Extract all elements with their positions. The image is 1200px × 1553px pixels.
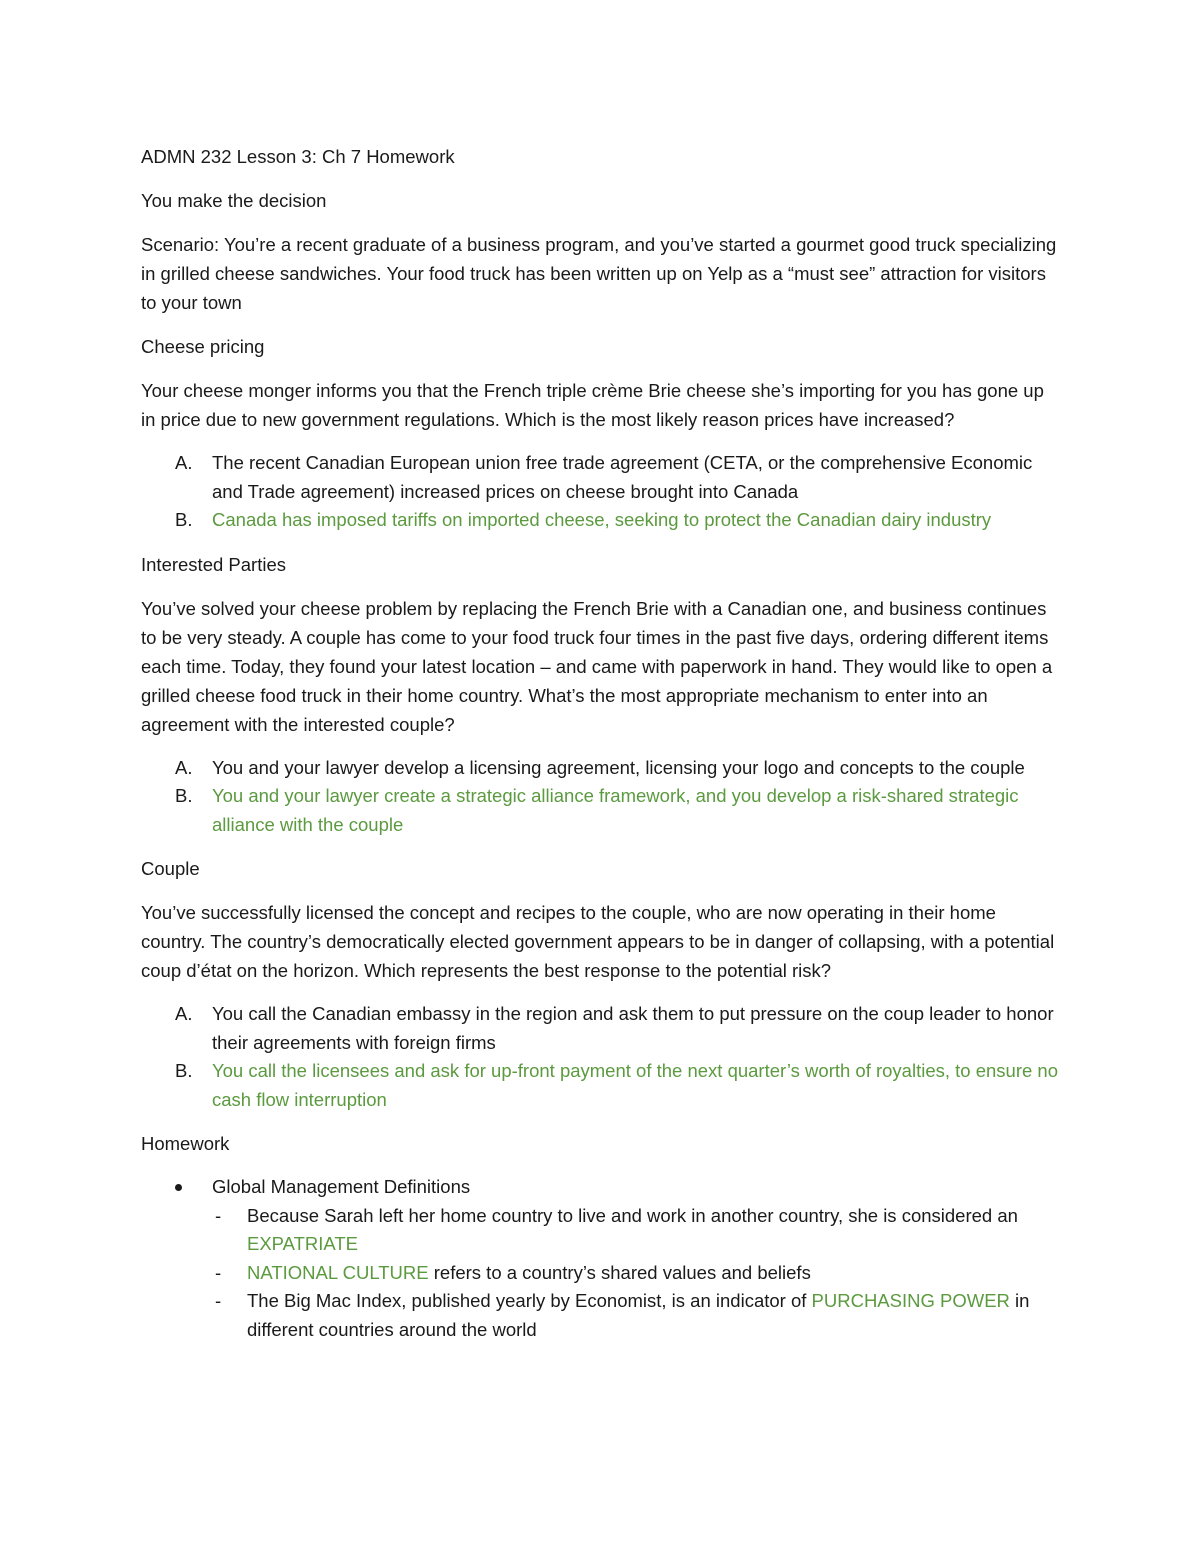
option-letter: B. [175,1060,193,1081]
definition-answer: EXPATRIATE [247,1233,359,1254]
options-interested-parties [141,754,1061,840]
option-b [141,782,1061,839]
option-text: You call the Canadian embassy in the region and ask them to put pressure on the coup leader to honor their agreements with foreign firms [212,1003,1054,1053]
option-text: The recent Canadian European union free trade agreement (CETA, or the comprehensive Economic and Trade agreement) increased prices on cheese brought into Canada [212,452,1033,502]
option-text-answer: You and your lawyer create a strategic alliance framework, and you develop a risk-shared strategic alliance with the couple [212,785,1019,835]
document-body [141,142,1061,1344]
option-text-answer: You call the licensees and ask for up-front payment of the next quarter’s worth of royalties, to ensure no cash flow interruption [212,1060,1059,1110]
question-cheese-pricing: Your cheese monger informs you that the French triple crème Brie cheese she’s importing for you has gone up in price due to new government regulations. Which is the most likely reason prices have increased? [141,380,1044,430]
document-subtitle: You make the decision [141,190,327,211]
question-couple: You’ve successfully licensed the concept and recipes to the couple, who are now operating in their home country. The country’s democratically elected government appears to be in danger of collapsing, with a potential coup d’état on the horizon. Which represents the best response to the potential risk? [141,902,1055,981]
option-text-answer: Canada has imposed tariffs on imported cheese, seeking to protect the Canadian dairy industry [212,509,992,530]
option-letter: B. [175,785,193,806]
section-heading-interested-parties: Interested Parties [141,553,286,575]
option-text: You and your lawyer develop a licensing agreement, licensing your logo and concepts to the couple [212,756,1025,778]
definition-text-before: The Big Mac Index, published yearly by Economist, is an indicator of [247,1290,812,1311]
definition-text-after: refers to a country’s shared values and beliefs [428,1261,811,1283]
bullet-dot-icon [175,1184,182,1191]
option-a [141,449,1061,506]
option-letter: A. [175,756,193,778]
option-letter: A. [175,452,193,473]
option-b [141,506,1061,535]
options-cheese-pricing [141,449,1061,535]
question-interested-parties: You’ve solved your cheese problem by replacing the French Brie with a Canadian one, and business continues to be very steady. A couple has come to your food truck four times in the past five days, ordering different items each time. Today, they found your latest location – and came with paperwork in hand. They would like to open a grilled cheese food truck in their home country. What’s the most appropriate mechanism to enter into an agreement with the interested couple? [141,597,1053,735]
definition-text-before: Because Sarah left her home country to live and work in another country, she is considered an [247,1204,1018,1226]
section-heading-cheese-pricing: Cheese pricing [141,336,265,357]
dash-marker: - [215,1290,222,1311]
options-couple [141,1000,1061,1114]
definition-item [141,1259,1061,1288]
option-a [141,1000,1061,1057]
option-letter: B. [175,509,193,530]
section-heading-couple: Couple [141,858,200,879]
definition-answer: PURCHASING POWER [811,1290,1010,1311]
definition-text-after: in different countries around the world [247,1290,1030,1340]
definition-item [141,1287,1061,1344]
section-heading-homework: Homework [141,1133,230,1154]
option-a [141,754,1061,783]
homework-list [141,1173,1061,1344]
dash-marker: - [215,1204,222,1226]
bullet-text: Global Management Definitions [212,1176,471,1197]
document-title: ADMN 232 Lesson 3: Ch 7 Homework [141,146,455,167]
bullet-item [141,1173,1061,1202]
option-letter: A. [175,1003,193,1024]
dash-marker: - [215,1261,222,1283]
option-b [141,1057,1061,1114]
definition-item [141,1202,1061,1259]
definition-answer: NATIONAL CULTURE [247,1261,429,1283]
scenario-paragraph: Scenario: You’re a recent graduate of a business program, and you’ve started a gourmet good truck specializing in grilled cheese sandwiches. Your food truck has been written up on Yelp as a “must see” attraction for visitors to your town [141,234,1057,313]
